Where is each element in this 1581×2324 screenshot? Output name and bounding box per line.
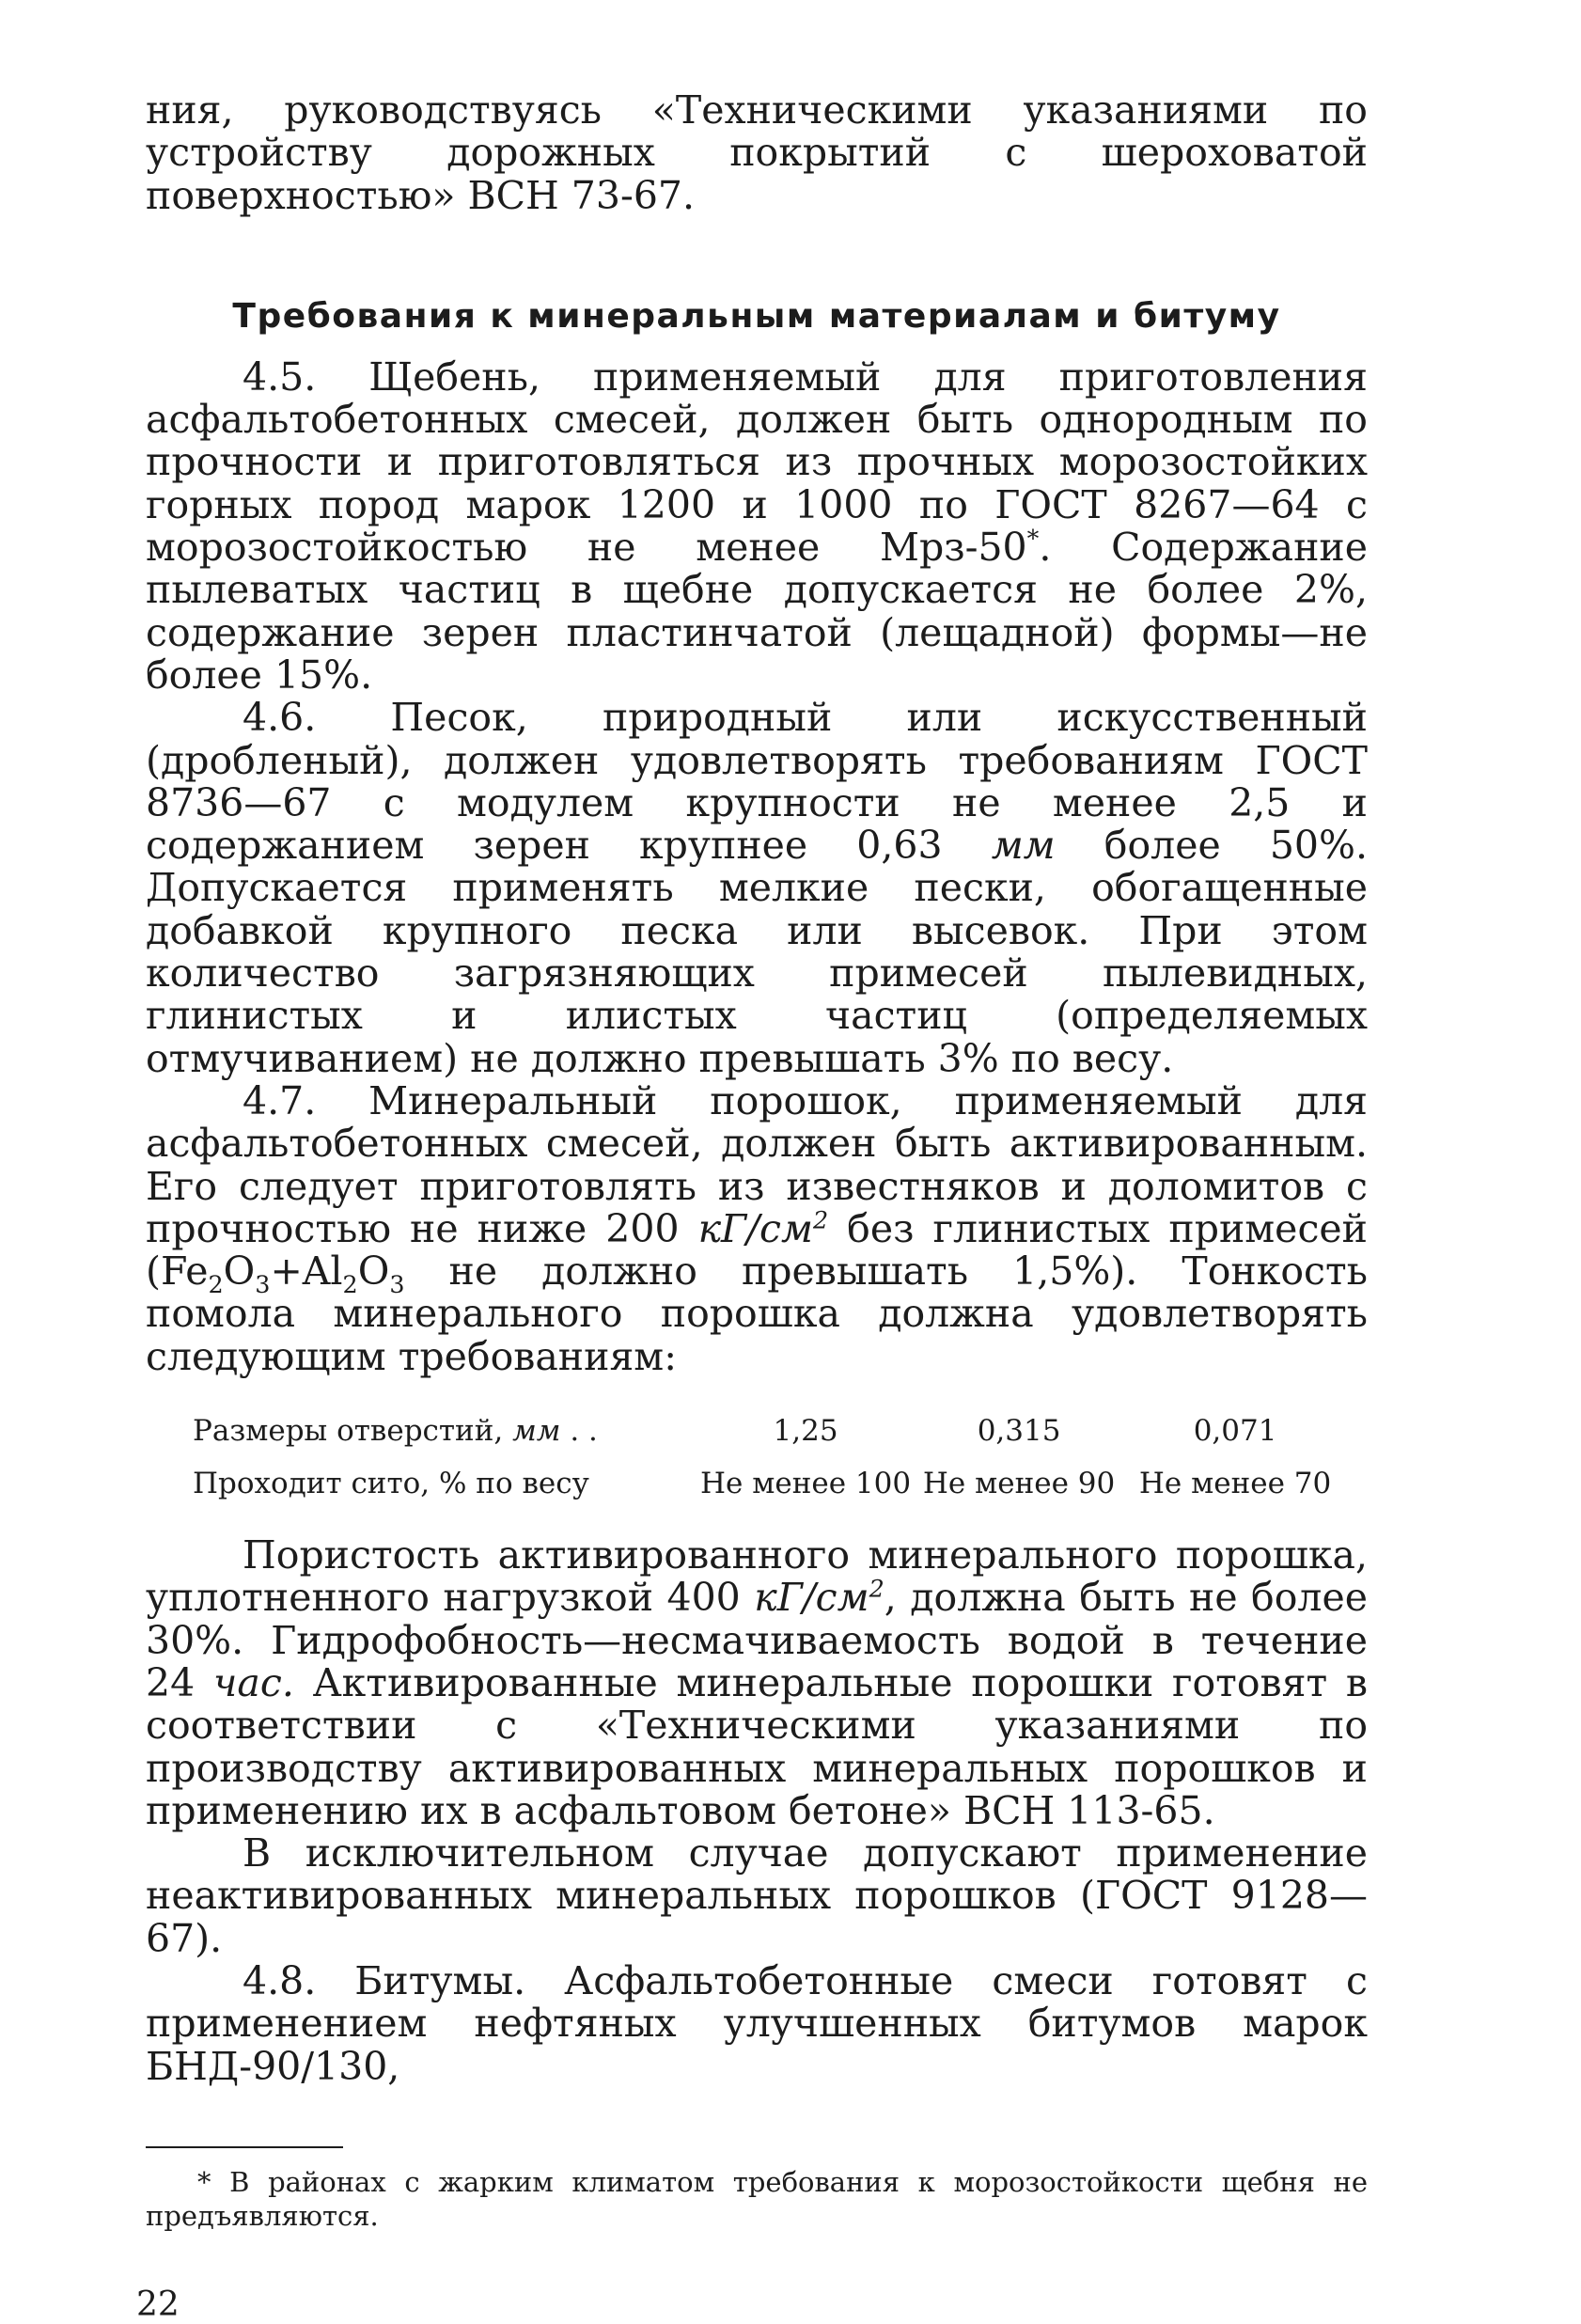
p47-unit-text: кГ/см [697,1205,813,1251]
table-cell: Не менее 100 [700,1467,912,1501]
sieve-size-label-text: Размеры отверстий, [193,1414,504,1449]
table-cell: 0,071 [1193,1414,1277,1449]
p47-sub-1: 2 [208,1270,224,1299]
table-row [193,1405,1343,1457]
document-page [136,87,1368,2324]
p47-sub-2: 3 [255,1270,271,1299]
paragraph-4-5 [146,353,1368,698]
sieve-pass-label: Проходит сито, % по весу [193,1467,589,1501]
p45-text-c: . Содержание пылеватых частиц в щебне допускается не более 2%, содержание зерен пластинчатой (лещадной) формы—не более 15%. [146,525,1368,698]
paragraph-4-6 [146,697,1368,1080]
table-cell: Не менее 90 [922,1467,1116,1501]
p46-unit: мм [991,823,1056,869]
sieve-table [193,1405,1343,1510]
p47-unit [698,1206,829,1251]
p47-text-b3: +Al [270,1248,343,1295]
p47-sub-3: 2 [342,1270,358,1299]
porosity-hours: час. [212,1659,294,1705]
porosity-unit [754,1575,884,1620]
sieve-size-unit: мм [512,1414,561,1449]
porosity-unit-text: кГ/см [754,1575,869,1621]
table-cell: Не менее 70 [1138,1467,1332,1501]
porosity-paragraph [146,1534,1368,1832]
footnote: * В районах с жарким климатом требования к морозостойкости щебня не предъявляются. [146,2165,1368,2232]
porosity-text-c: Активированные минеральные порошки готовят в соответствии с «Техническими указаниями по производству активированных минеральных порошков и применению их в асфальтовом бетоне» ВСН 113-65. [146,1659,1368,1833]
sieve-size-label [193,1405,700,1457]
table-cell: 1,25 [773,1414,838,1449]
p47-text-a: 4.7. Минеральный порошок, применяемый для асфальтобетонных смесей, должен быть активированным. Его следует приготовлять из известняков и доломитов с прочностью не ниже 200 [146,1077,1368,1251]
paragraph-4-8: 4.8. Битумы. Асфальтобетонные смеси готовят с применением нефтяных улучшенных битумов марок БНД-90/130, [146,1957,1368,2089]
p47-unit-exponent: 2 [812,1205,829,1234]
paragraph-4-7 [146,1077,1368,1379]
porosity-text-b: , должна быть не более 30%. Гидрофобность—несмачиваемость водой в течение 24 [146,1575,1368,1705]
p46-text-b: более 50%. Допускается применять мелкие пески, обогащенные добавкой крупного песка или высевок. При этом количество загрязняющих примесей пылевидных, глинистых и илистых частиц (определяемых отмучиванием) не должно превышать 3% по весу. [146,823,1368,1081]
p45-text-a: 4.5. Щебень, применяемый для приготовления асфальтобетонных смесей, должен быть однородным по прочности и приготовляться из прочных морозостойких горных пород марок 1200 и 1000 по ГОСТ 8267—64 с морозостойкостью не менее Мрз-50 [146,353,1368,571]
p47-text-b2: O [223,1248,256,1295]
p47-text-b4: O [357,1248,390,1295]
sieve-size-dots: . . [560,1414,598,1449]
table-cell: 0,315 [977,1414,1061,1449]
porosity-text-a: Пористость активированного минерального порошка, уплотненного нагрузкой 400 [146,1532,1368,1621]
intro-paragraph: ния, руководствуясь «Техническими указаниями по устройству дорожных покрытий с шероховатой поверхностью» ВСН 73-67. [146,87,1368,218]
page-number: 22 [136,2285,180,2324]
p47-text-c: не должно превышать 1,5%). Тонкость помола минерального порошка должна удовлетворять следующим требованиям: [146,1248,1368,1379]
footnote-marker: * [1026,524,1040,553]
footnote-divider [146,2146,343,2148]
table-row [193,1457,1343,1510]
porosity-unit-exponent: 2 [869,1574,884,1603]
section-heading: Требования к минеральным материалам и битуму [232,296,1281,336]
p46-text-a: 4.6. Песок, природный или искусственный (дробленый), должен удовлетворять требованиям ГОСТ 8736—67 с модулем крупности не менее 2,5 и содержанием зерен крупнее 0,63 [146,695,1368,869]
p47-sub-4: 3 [389,1270,405,1299]
p47-text-b: без глинистых примесей (Fe [146,1205,1368,1295]
exception-paragraph: В исключительном случае допускают применение неактивированных минеральных порошков (ГОСТ 9128—67). [146,1830,1368,1961]
